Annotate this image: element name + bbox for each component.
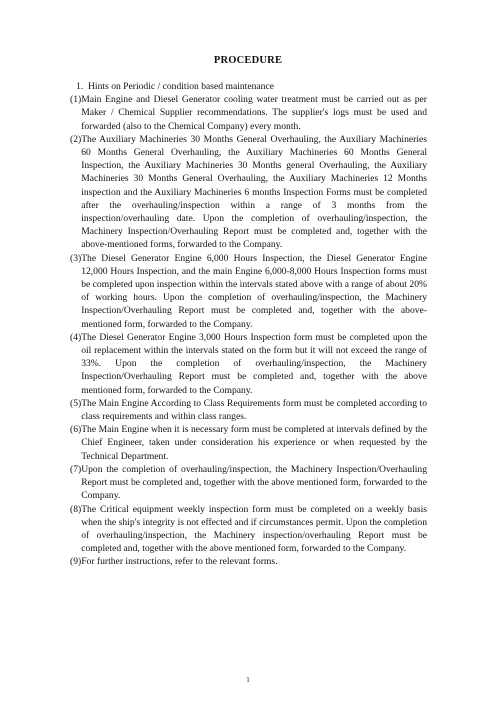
list-item-2 <box>70 133 427 252</box>
page-number: 1 <box>246 676 250 684</box>
list-item-number: (2) <box>70 133 82 145</box>
list-item-text: Main Engine and Diesel Generator cooling water treatment must be carried out as per Maker / Chemical Supplier recommendations. The supplier's logs must be used and forwarded (also to the Chemical Company) every month. <box>81 94 427 132</box>
list-item-1 <box>70 93 427 133</box>
list-item-7 <box>70 463 427 503</box>
page-title: PROCEDURE <box>213 55 283 66</box>
list-item-text: The Diesel Generator Engine 6,000 Hours Inspection, the Diesel Generator Engine 12,000 Hours Inspection, and the main Engine 6,000-8,000 Hours Inspection forms must be completed upon inspection within the intervals stated above with a range of about 20% of working hours. Upon the completion of overhauling/inspection, the Machinery Inspection/Overhauling Report must be completed and, together with the above-mentioned form, forwarded to the Company. <box>81 252 427 330</box>
list-item-text: The Main Engine when it is necessary form must be completed at intervals defined by the Chief Engineer, taken under consideration his experience or when requested by the Technical Department. <box>81 424 427 462</box>
list-item-8 <box>70 503 427 556</box>
list-item-text: The Diesel Generator Engine 3,000 Hours Inspection form must be completed upon the oil replacement within the intervals stated on the form but it will not exceed the range of 33%. Upon the completion of overhauling/inspection, the Machinery Inspection/Overhauling Report must be completed and, together with the above mentioned form, forwarded to the Company. <box>81 331 427 396</box>
list-item-4 <box>70 331 427 397</box>
list-item-text: The Main Engine According to Class Requirements form must be completed according to class requirements and within class ranges. <box>81 397 427 423</box>
list-item-number: (3) <box>70 252 82 264</box>
section-heading <box>70 80 427 93</box>
list-item-number: (6) <box>70 424 82 436</box>
list-item-text: For further instructions, refer to the relevant forms. <box>81 556 278 568</box>
list-item-number: (8) <box>70 503 82 515</box>
list-item-text: The Auxiliary Machineries 30 Months General Overhauling, the Auxiliary Machineries 60 Months General Overhauling, the Auxiliary Machineries 60 Months General Inspection, the Auxiliary Machineries 30 Months general Overhauling, the Auxiliary Machineries 30 Months General Overhauling, the Auxiliary Machineries 12 Months inspection and the Auxiliary Machineries 6 months Inspection Forms must be completed after the overhauling/inspection within a range of 3 months from the inspection/overhauling date. Upon the completion of overhauling/inspection, the Machinery Inspection/Overhauling Report must be completed and, together with the above-mentioned forms, forwarded to the Company. <box>81 133 427 251</box>
list-item-3 <box>70 252 427 331</box>
list-item-9 <box>70 555 427 568</box>
list-item-6 <box>70 423 427 463</box>
list-item-number: (4) <box>70 331 82 343</box>
list-item-5 <box>70 397 427 423</box>
list-item-number: (1) <box>70 94 82 106</box>
document-body <box>70 80 427 569</box>
list-item-number: (5) <box>70 397 82 409</box>
list-item-number: (9) <box>70 556 82 568</box>
list-item-text: The Critical equipment weekly inspection form must be completed on a weekly basis when the ship's integrity is not effected and if circumstances permit. Upon the completion of overhauling/inspection, the Machinery inspection/overhauling Report must be completed and, together with the above mentioned form, forwarded to the Company. <box>81 503 427 555</box>
list-item-text: Upon the completion of overhauling/inspection, the Machinery Inspection/Overhauling Report must be completed and, together with the above mentioned form, forwarded to the Company. <box>81 463 427 502</box>
section-title: Hints on Periodic / condition based maintenance <box>88 81 274 92</box>
list-item-number: (7) <box>70 463 82 475</box>
section-number: 1. <box>76 81 84 92</box>
